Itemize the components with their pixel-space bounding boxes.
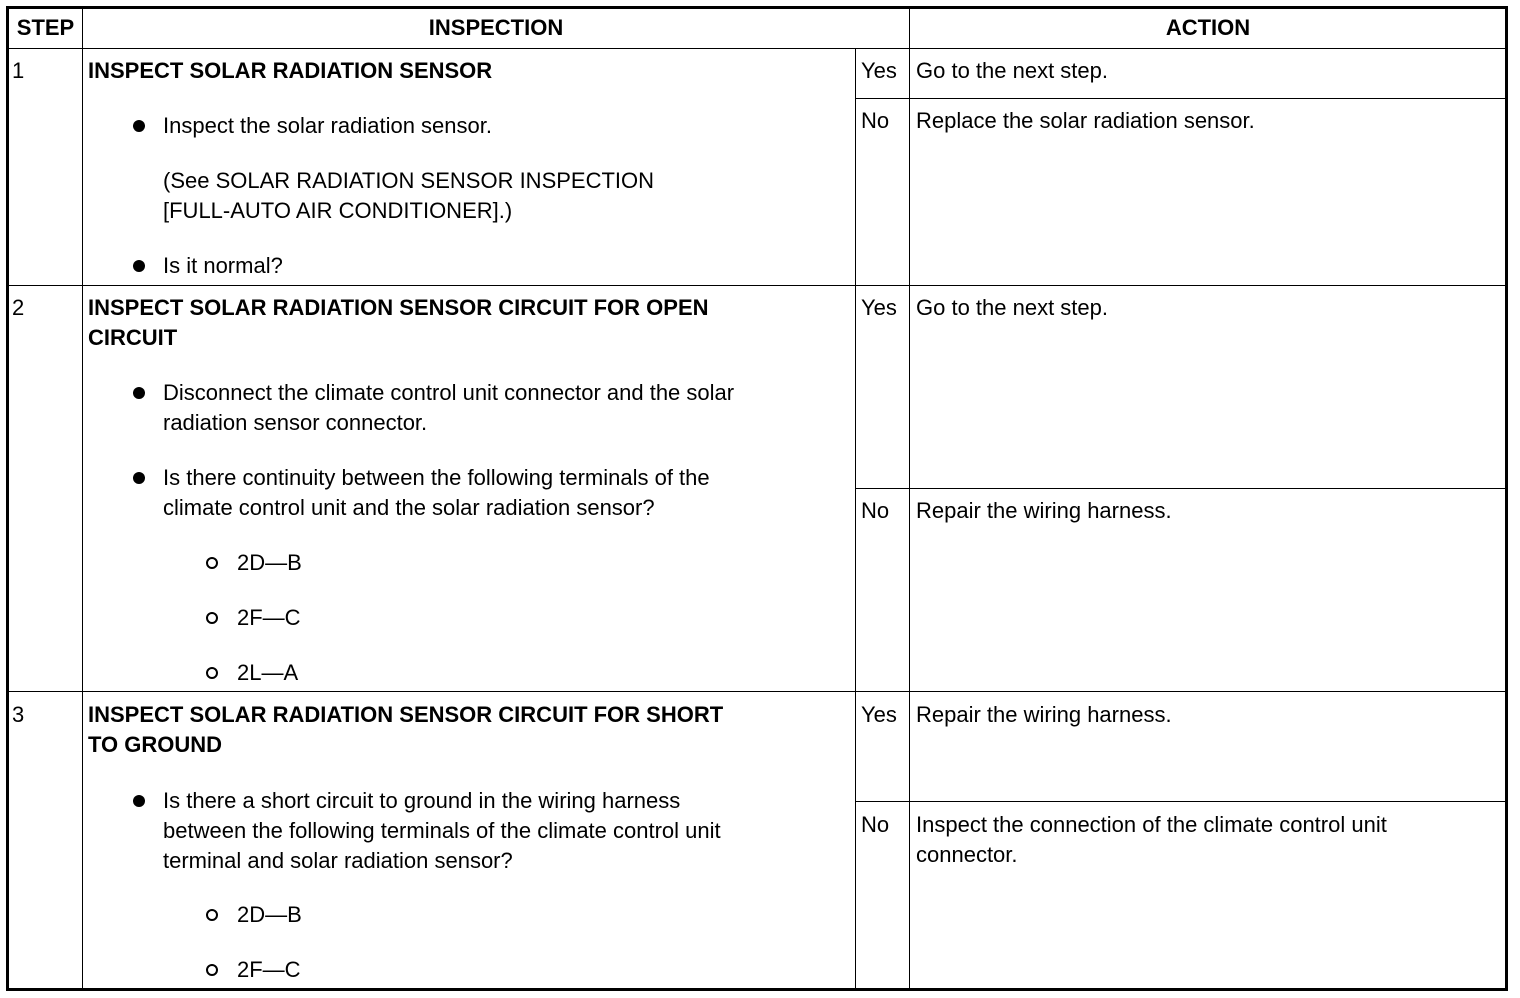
no-label: No — [861, 812, 890, 837]
inspection-question: climate control unit and the solar radiation sensor? — [163, 495, 655, 520]
step-title: INSPECT SOLAR RADIATION SENSOR CIRCUIT FOR OPEN — [88, 295, 709, 320]
terminal-pair: 2F—C — [237, 957, 301, 982]
yes-action: Repair the wiring harness. — [916, 702, 1172, 727]
terminal-pair: 2L—A — [237, 660, 299, 685]
yes-no-divider-3 — [855, 801, 1507, 802]
yes-no-divider-1 — [855, 98, 1507, 99]
inspection-question: Is there a short circuit to ground in the wiring harness — [163, 788, 681, 813]
no-action: Repair the wiring harness. — [916, 498, 1172, 523]
step-title: CIRCUIT — [88, 325, 178, 350]
circle-bullet-icon — [206, 909, 218, 921]
row-divider-2 — [8, 691, 1507, 692]
step-title: INSPECT SOLAR RADIATION SENSOR CIRCUIT FOR SHORT — [88, 702, 724, 727]
circle-bullet-icon — [206, 667, 218, 679]
yes-label: Yes — [861, 295, 897, 320]
inspection-question: Is there continuity between the following terminals of the — [163, 465, 710, 490]
column-divider-step — [82, 8, 83, 990]
bullet-icon — [133, 120, 145, 132]
no-label: No — [861, 108, 890, 133]
terminal-pair: 2F—C — [237, 605, 301, 630]
table-border-left — [6, 6, 9, 991]
bullet-icon — [133, 795, 145, 807]
inspection-question: between the following terminals of the climate control unit — [163, 818, 721, 843]
yes-label: Yes — [861, 702, 897, 727]
terminal-pair: 2D—B — [237, 902, 302, 927]
header-action: ACTION — [1165, 15, 1251, 40]
table-border-top — [6, 6, 1508, 9]
yes-action: Go to the next step. — [916, 295, 1109, 320]
row-divider-1 — [8, 285, 1507, 286]
terminal-pair: 2D—B — [237, 550, 302, 575]
column-divider-result — [855, 48, 856, 990]
circle-bullet-icon — [206, 612, 218, 624]
step-number: 3 — [12, 702, 25, 727]
circle-bullet-icon — [206, 557, 218, 569]
header-step: STEP — [16, 15, 75, 40]
inspection-text: Inspect the solar radiation sensor. — [163, 113, 492, 138]
step-title: TO GROUND — [88, 732, 223, 757]
reference-note: [FULL-AUTO AIR CONDITIONER].) — [163, 198, 513, 223]
reference-note: (See SOLAR RADIATION SENSOR INSPECTION — [163, 168, 655, 193]
step-number: 1 — [12, 58, 25, 83]
bullet-icon — [133, 387, 145, 399]
yes-action: Go to the next step. — [916, 58, 1109, 83]
inspection-question: terminal and solar radiation sensor? — [163, 848, 513, 873]
circle-bullet-icon — [206, 964, 218, 976]
header-inspection: INSPECTION — [428, 15, 564, 40]
table-border-right — [1505, 6, 1508, 991]
table-border-bottom — [6, 988, 1508, 991]
yes-label: Yes — [861, 58, 897, 83]
inspection-text: Disconnect the climate control unit connector and the solar — [163, 380, 735, 405]
step-title: INSPECT SOLAR RADIATION SENSOR — [88, 58, 493, 83]
bullet-icon — [133, 472, 145, 484]
no-action: Replace the solar radiation sensor. — [916, 108, 1255, 133]
yes-no-divider-2 — [855, 488, 1507, 489]
no-label: No — [861, 498, 890, 523]
no-action: Inspect the connection of the climate control unit — [916, 812, 1387, 837]
bullet-icon — [133, 260, 145, 272]
no-action: connector. — [916, 842, 1018, 867]
column-divider-inspection — [909, 8, 910, 990]
inspection-question: Is it normal? — [163, 253, 283, 278]
inspection-text: radiation sensor connector. — [163, 410, 428, 435]
header-rule — [8, 48, 1507, 49]
step-number: 2 — [12, 295, 25, 320]
